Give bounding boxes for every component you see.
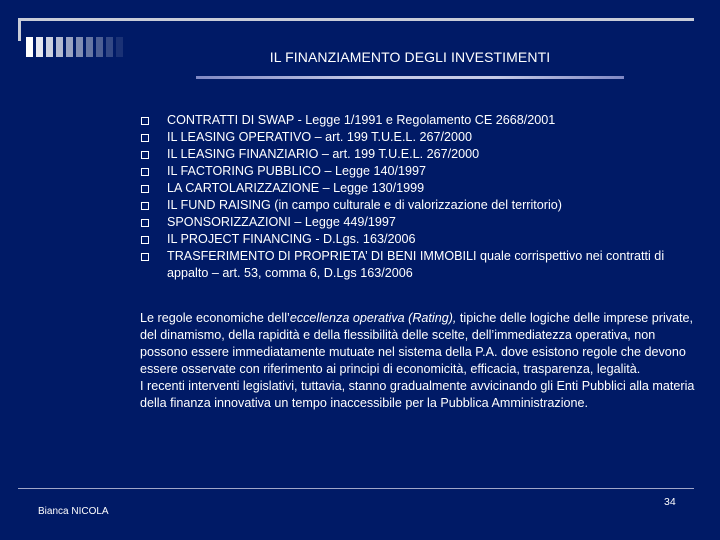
bullet-text: IL PROJECT FINANCING - D.Lgs. 163/2006 — [167, 232, 416, 246]
square-bullet-icon — [141, 219, 149, 227]
square-bullet-icon — [141, 253, 149, 261]
bullet-item — [138, 231, 698, 248]
decorative-bar — [36, 37, 43, 57]
square-bullet-icon — [141, 185, 149, 193]
bullet-item — [138, 112, 698, 129]
page-number: 34 — [664, 496, 676, 508]
decorative-bar — [46, 37, 53, 57]
paragraph-2: I recenti interventi legislativi, tuttavia, stanno gradualmente avvicinando gli Enti Pubblici alla materia della finanza innovativa un tempo inaccessibile per la Pubblica Amministrazione. — [140, 379, 695, 410]
footer-divider — [18, 488, 694, 489]
bullet-item — [138, 163, 698, 180]
bullet-text: IL FUND RAISING (in campo culturale e di valorizzazione del territorio) — [167, 198, 562, 212]
bullet-item — [138, 180, 698, 197]
bullet-text: IL FACTORING PUBBLICO – Legge 140/1997 — [167, 164, 427, 178]
square-bullet-icon — [141, 117, 149, 125]
bullet-list — [138, 112, 698, 282]
bullet-text: SPONSORIZZAZIONI – Legge 449/1997 — [167, 215, 396, 229]
paragraph-1 — [140, 310, 700, 378]
bullet-text: IL LEASING FINANZIARIO – art. 199 T.U.E.L. 267/2000 — [167, 147, 480, 161]
bullet-item — [138, 214, 698, 231]
bullet-text: CONTRATTI DI SWAP - Legge 1/1991 e Regolamento CE 2668/2001 — [167, 113, 556, 127]
paragraph-1-start: Le regole economiche dell’ — [140, 311, 290, 325]
top-frame-line — [18, 18, 694, 21]
bullet-text: TRASFERIMENTO DI PROPRIETA’ DI BENI IMMOBILI quale corrispettivo nei contratti di appalto – art. 53, comma 6, D.Lgs 163/2006 — [167, 249, 665, 280]
bullet-item — [138, 146, 698, 163]
decorative-bar — [56, 37, 63, 57]
decorative-bar — [66, 37, 73, 57]
decorative-bar — [126, 37, 133, 57]
bullet-item — [138, 248, 698, 282]
bullet-text: LA CARTOLARIZZAZIONE – Legge 130/1999 — [167, 181, 425, 195]
square-bullet-icon — [141, 236, 149, 244]
bullet-item — [138, 129, 698, 146]
bullet-item — [138, 197, 698, 214]
decorative-bar — [86, 37, 93, 57]
title-underline — [196, 76, 624, 79]
bullet-text: IL LEASING OPERATIVO – art. 199 T.U.E.L. 267/2000 — [167, 130, 472, 144]
square-bullet-icon — [141, 202, 149, 210]
body-text — [140, 310, 700, 412]
square-bullet-icon — [141, 168, 149, 176]
decorative-bar — [96, 37, 103, 57]
slide-title: IL FINANZIAMENTO DEGLI INVESTIMENTI — [269, 49, 551, 65]
decorative-bar — [106, 37, 113, 57]
paragraph-1-end: tipiche delle logiche delle imprese private, del dinamismo, della rapidità e della flessibilità delle scelte, dell’immediatezza operativa, non possono essere immediatamente mutuate nel sistema della P.A. dove esistono regole che devono essere osservate con riferimento ai principi di economicità, efficacia, trasparenza, legalità. — [140, 311, 694, 376]
decorative-bar — [76, 37, 83, 57]
square-bullet-icon — [141, 151, 149, 159]
decorative-bar — [116, 37, 123, 57]
author-label: Bianca NICOLA — [38, 506, 109, 517]
decorative-bar — [26, 37, 33, 57]
left-frame-line — [18, 21, 21, 41]
square-bullet-icon — [141, 134, 149, 142]
paragraph-1-emphasis: eccellenza operativa (Rating), — [289, 311, 457, 325]
